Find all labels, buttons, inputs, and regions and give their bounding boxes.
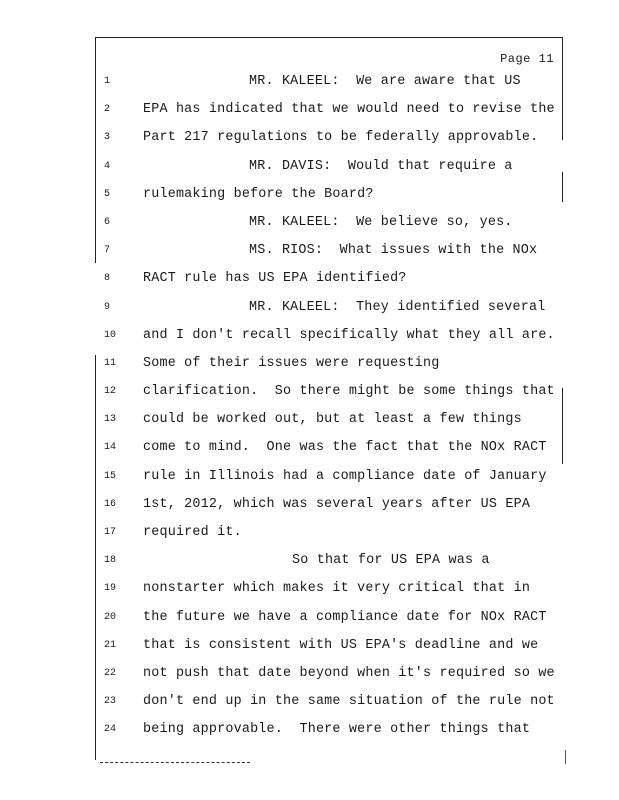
line-number: 22 (104, 667, 117, 679)
line-text: rule in Illinois had a compliance date of January (143, 468, 547, 484)
transcript-line (0, 523, 619, 551)
line-number: 6 (104, 216, 111, 228)
line-number: 11 (104, 357, 117, 369)
line-number: 10 (104, 329, 117, 341)
transcript-line (0, 551, 619, 579)
line-number: 3 (104, 132, 111, 144)
line-text: not push that date beyond when it's required so we (143, 665, 555, 681)
line-text: EPA has indicated that we would need to revise the (143, 102, 555, 118)
transcript-line (0, 326, 619, 354)
line-number: 17 (104, 527, 117, 538)
transcript-line (0, 692, 619, 720)
transcript-line (0, 241, 619, 269)
transcript-line (0, 128, 619, 156)
transcript-line (0, 185, 619, 213)
line-text: MR. DAVIS: Would that require a (249, 158, 513, 174)
line-text: So that for US EPA was a (292, 553, 490, 569)
line-text: MR. KALEEL: We believe so, yes. (249, 214, 513, 230)
transcript-line (0, 269, 619, 297)
transcript-line (0, 608, 619, 636)
line-text: don't end up in the same situation of the rule not (143, 694, 555, 710)
transcript-line (0, 354, 619, 382)
transcript-line (0, 495, 619, 523)
line-number: 19 (104, 583, 117, 595)
line-text: and I don't recall specifically what they all are. (143, 327, 555, 343)
line-number: 8 (104, 273, 111, 285)
line-number: 7 (104, 245, 111, 257)
line-number: 14 (104, 442, 117, 454)
line-number: 4 (104, 160, 111, 172)
line-number: 20 (104, 611, 117, 623)
frame-bottom-rule (100, 762, 250, 763)
transcript-line (0, 720, 619, 748)
transcript-line (0, 157, 619, 185)
line-number: 24 (104, 724, 117, 736)
line-number: 1 (104, 76, 111, 87)
line-number: 13 (104, 414, 117, 426)
line-text: could be worked out, but at least a few things (143, 412, 522, 428)
frame-right-tick (565, 750, 566, 764)
line-text: Some of their issues were requesting (143, 355, 440, 371)
line-text: RACT rule has US EPA identified? (143, 271, 407, 287)
line-number: 12 (104, 386, 117, 398)
line-number: 23 (104, 696, 117, 708)
transcript-line (0, 636, 619, 664)
line-text: nonstarter which makes it very critical that in (143, 581, 531, 597)
line-text: the future we have a compliance date for NOx RACT (143, 609, 547, 625)
transcript-line (0, 438, 619, 466)
line-text: required it. (143, 525, 242, 540)
transcript-lines (0, 72, 619, 749)
frame-top-rule (95, 37, 563, 38)
transcript-line (0, 298, 619, 326)
transcript-line (0, 213, 619, 241)
line-number: 2 (104, 104, 111, 116)
line-text: MR. KALEEL: We are aware that US (249, 74, 521, 89)
line-text: being approvable. There were other things that (143, 722, 531, 738)
line-number: 5 (104, 188, 111, 200)
line-text: come to mind. One was the fact that the NOx RACT (143, 440, 547, 456)
line-text: rulemaking before the Board? (143, 186, 374, 202)
transcript-line (0, 72, 619, 100)
line-number: 21 (104, 639, 117, 651)
page-number: Page 11 (500, 52, 554, 66)
transcript-line (0, 579, 619, 607)
line-number: 9 (104, 301, 111, 313)
transcript-line (0, 467, 619, 495)
transcript-line (0, 382, 619, 410)
transcript-line (0, 410, 619, 438)
line-text: MR. KALEEL: They identified several (249, 299, 546, 315)
line-text: clarification. So there might be some things that (143, 384, 555, 400)
line-text: Part 217 regulations to be federally approvable. (143, 130, 539, 146)
transcript-line (0, 664, 619, 692)
line-number: 18 (104, 555, 117, 567)
line-number: 15 (104, 470, 117, 482)
line-text: MS. RIOS: What issues with the NOx (249, 243, 538, 259)
line-text: that is consistent with US EPA's deadline and we (143, 637, 539, 653)
transcript-line (0, 100, 619, 128)
line-text: 1st, 2012, which was several years after US EPA (143, 496, 531, 512)
line-number: 16 (104, 498, 117, 510)
